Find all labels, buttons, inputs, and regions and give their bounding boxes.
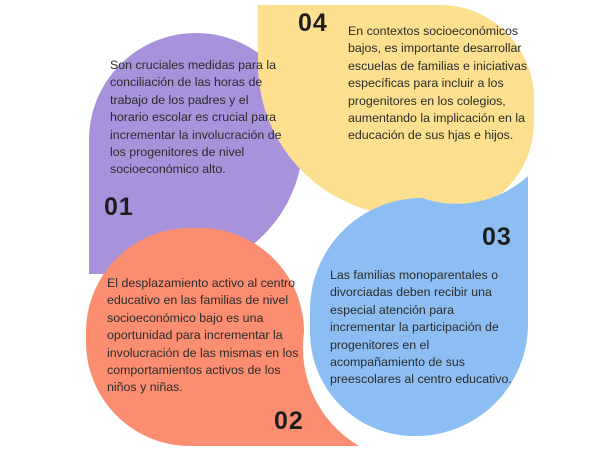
panel-01-number: 01 <box>104 193 134 221</box>
panel-03-text: Las familias monoparentales o divorciadas deben recibir una especial atención para incrementar la participación de progenitores en el acompañamiento de sus preescolares al centro educativo. <box>330 268 512 387</box>
panel-04-text: En contextos socioeconómicos bajos, es importante desarrollar escuelas de familias e iniciativas específicas para incluir a los progenitores en los colegios, aumentando la implicación en la educación de sus hjas e hijos. <box>348 24 528 143</box>
panel-01-text: Son cruciales medidas para la conciliación de las horas de trabajo de los padres y el horario escolar es crucial para incrementar la involucración de los progenitores de nivel socioeconómico alto. <box>110 58 282 177</box>
panel-02-text: El desplazamiento activo al centro educativo en las familias de nivel socioeconómico bajo es una oportunidad para incrementar la involucración de las mismas en los comportamientos activos de los niños y niñas. <box>107 276 299 395</box>
panel-03-number: 03 <box>482 223 512 251</box>
panel-02-number: 02 <box>274 407 304 435</box>
panel-04-number: 04 <box>298 9 328 37</box>
